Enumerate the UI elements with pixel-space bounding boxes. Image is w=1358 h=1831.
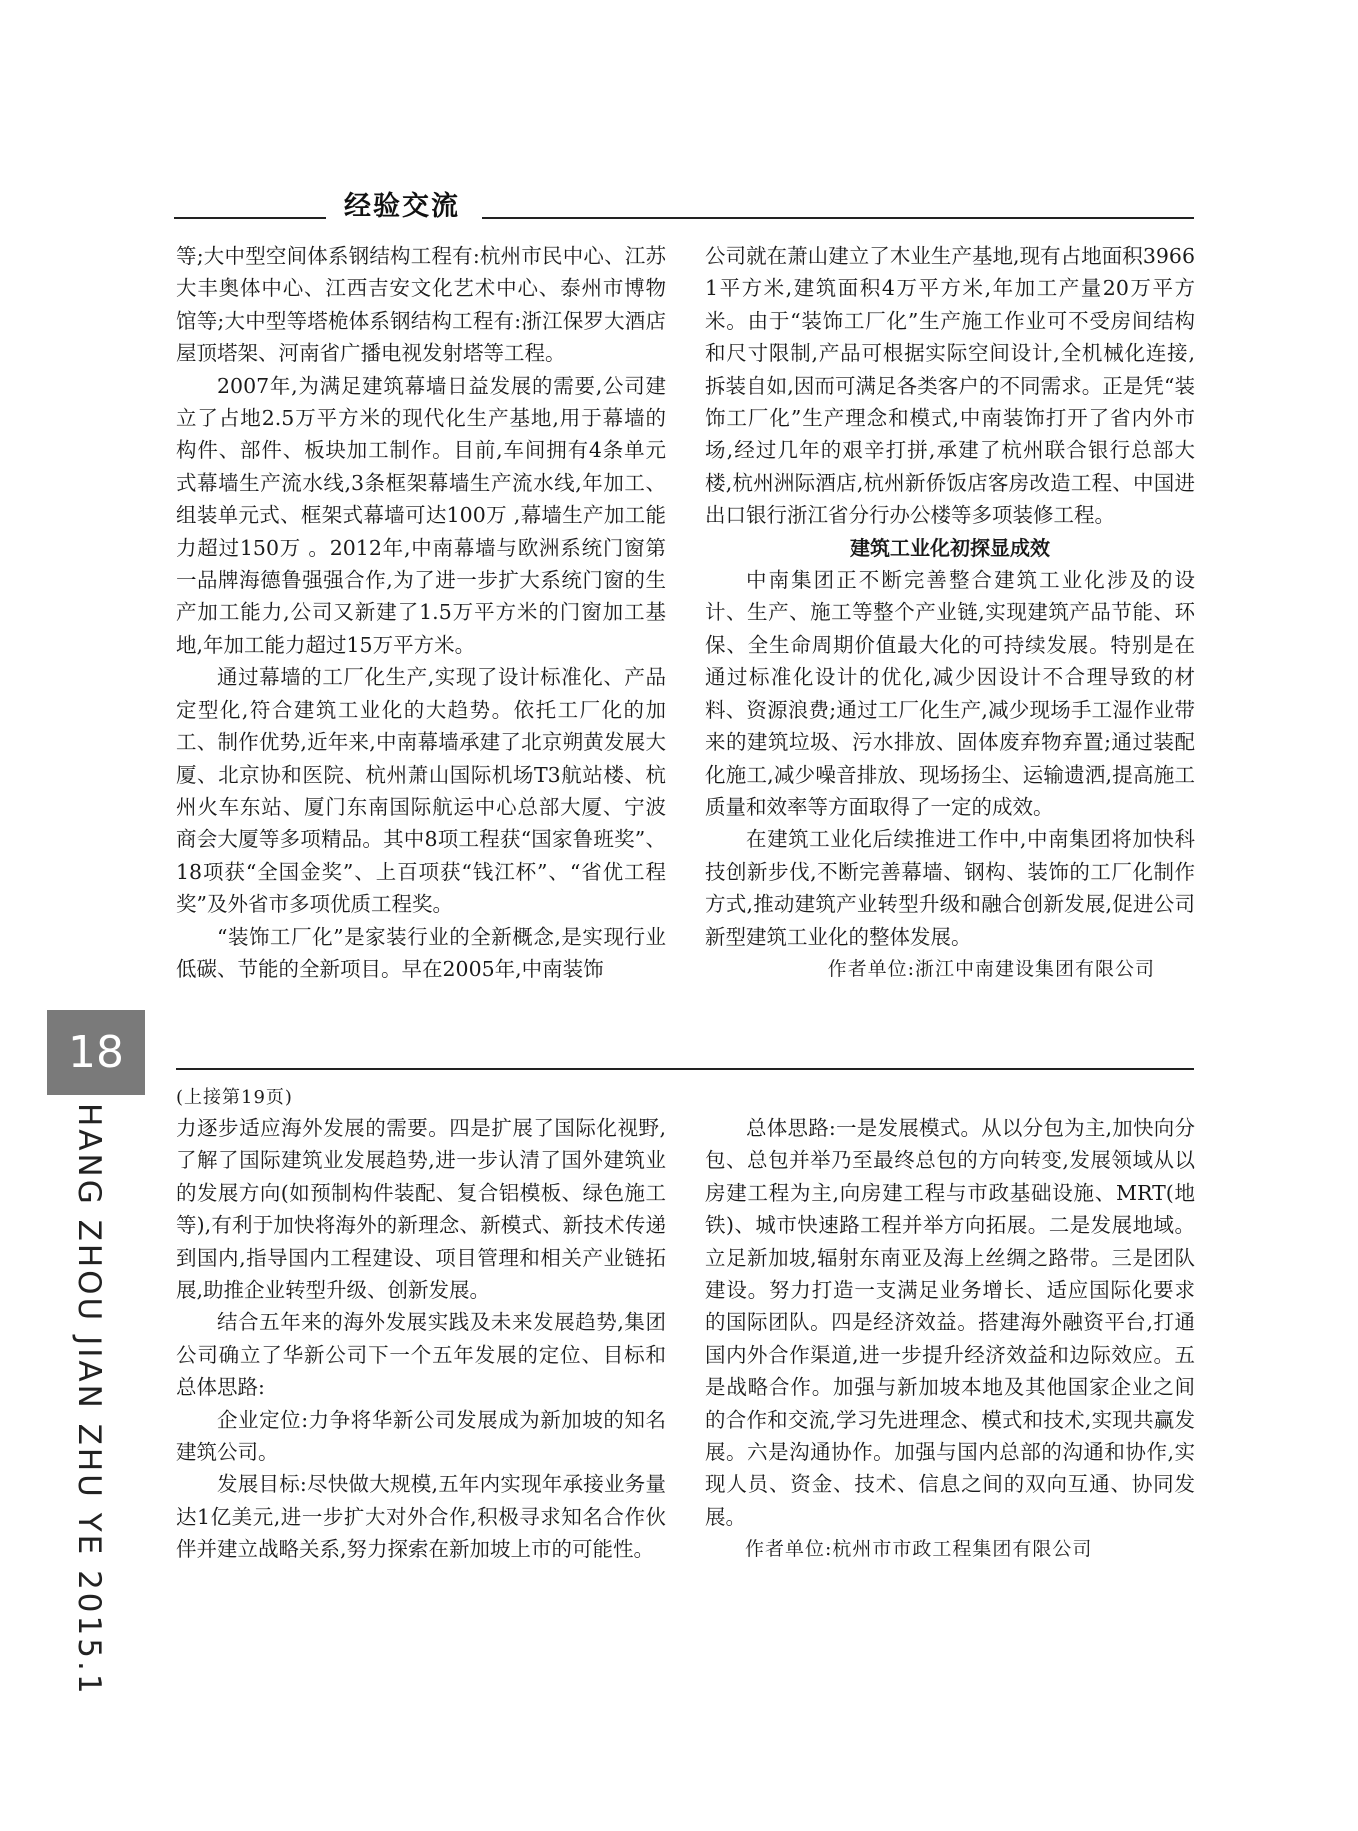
paragraph: “装饰工厂化”是家装行业的全新概念,是实现行业低碳、节能的全新项目。早在2005年,中南装饰 — [176, 924, 666, 981]
subheading: 建筑工业化初探显成效 — [850, 535, 1050, 560]
author-affiliation: 作者单位:杭州市市政工程集团有限公司 — [745, 1538, 1093, 1561]
paragraph: 2007年,为满足建筑幕墙日益发展的需要,公司建立了占地2.5万平方米的现代化生产基地,用于幕墙的构件、部件、板块加工制作。目前,车间拥有4条单元式幕墙生产流水线,3条框架幕墙生产流水线,年加工、组装单元式、框架式幕墙可达100万 ,幕墙生产加工能力超过150万 。2012年,中南幕墙与欧洲系统门窗第一品牌海德鲁强强合作,为了进一步扩大系统门窗的生产加工能力,公司又新建了1.5万平方米的门窗加工基地,年加工能力超过15万平方米。 — [176, 373, 666, 657]
author-affiliation: 作者单位:浙江中南建设集团有限公司 — [827, 957, 1155, 980]
article1-right-column — [705, 240, 1195, 985]
paragraph: 发展目标:尽快做大规模,五年内实现年承接业务量达1亿美元,进一步扩大对外合作,积极寻求知名合作伙伴并建立战略关系,努力探索在新加坡上市的可能性。 — [176, 1472, 666, 1562]
paragraph: 总体思路:一是发展模式。从以分包为主,加快向分包、总包并举乃至最终总包的方向转变,发展领域从以房建工程为主,向房建工程与市政基础设施、MRT(地铁)、城市快速路工程并举方向拓展。二是发展地域。立足新加坡,辐射东南亚及海上丝绸之路带。三是团队建设。努力打造一支满足业务增长、适应国际化要求的国际团队。四是经济效益。搭建海外融资平台,打通国内外合作渠道,进一步提升经济效益和边际效应。五是战略合作。加强与新加坡本地及其他国家企业之间的合作和交流,学习先进理念、模式和技术,实现共赢发展。六是沟通协作。加强与国内总部的沟通和协作,实现人员、资金、技术、信息之间的双向互通、协同发展。 — [705, 1116, 1195, 1529]
article1-left-column — [176, 240, 666, 985]
article2-right-column — [705, 1112, 1195, 1566]
page-number: 18 — [47, 1010, 145, 1095]
paragraph: 结合五年来的海外发展实践及未来发展趋势,集团公司确立了华新公司下一个五年发展的定位、目标和总体思路: — [176, 1310, 666, 1400]
article-divider — [176, 1068, 1194, 1070]
journal-name-vertical: HANG ZHOU JIAN ZHU YE 2015.1 — [71, 1103, 107, 1697]
continued-from-label: (上接第19页) — [176, 1087, 293, 1108]
paragraph: 通过幕墙的工厂化生产,实现了设计标准化、产品定型化,符合建筑工业化的大趋势。依托工厂化的加工、制作优势,近年来,中南幕墙承建了北京朔黄发展大厦、北京协和医院、杭州萧山国际机场T3航站楼、杭州火车东站、厦门东南国际航运中心总部大厦、宁波商会大厦等多项精品。其中8项工程获“国家鲁班奖”、18项获“全国金奖”、上百项获“钱江杯”、“省优工程奖”及外省市多项优质工程奖。 — [176, 665, 666, 917]
section-title: 经验交流 — [344, 191, 460, 222]
paragraph: 公司就在萧山建立了木业生产基地,现有占地面积39661平方米,建筑面积4万平方米,年加工产量20万平方米。由于“装饰工厂化”生产施工作业可不受房间结构和尺寸限制,产品可根据实际空间设计,全机械化连接,拆装自如,因而可满足各类客户的不同需求。正是凭“装饰工厂化”生产理念和模式,中南装饰打开了省内外市场,经过几年的艰辛打拼,承建了杭州联合银行总部大楼,杭州洲际酒店,杭州新侨饭店客房改造工程、中国进出口银行浙江省分行办公楼等多项装修工程。 — [705, 244, 1195, 528]
paragraph: 中南集团正不断完善整合建筑工业化涉及的设计、生产、施工等整个产业链,实现建筑产品节能、环保、全生命周期价值最大化的可持续发展。特别是在通过标准化设计的优化,减少因设计不合理导致的材料、资源浪费;通过工厂化生产,减少现场手工湿作业带来的建筑垃圾、污水排放、固体废弃物弃置;通过装配化施工,减少噪音排放、现场扬尘、运输遗洒,提高施工质量和效率等方面取得了一定的成效。 — [705, 568, 1195, 819]
article2-left-column — [176, 1112, 666, 1566]
paragraph: 企业定位:力争将华新公司发展成为新加坡的知名建筑公司。 — [176, 1407, 666, 1465]
paragraph: 等;大中型空间体系钢结构工程有:杭州市民中心、江苏大丰奥体中心、江西吉安文化艺术中心、泰州市博物馆等;大中型等塔桅体系钢结构工程有:浙江保罗大酒店屋顶塔架、河南省广播电视发射塔等工程。 — [176, 244, 666, 366]
paragraph: 力逐步适应海外发展的需要。四是扩展了国际化视野,了解了国际建筑业发展趋势,进一步认清了国外建筑业的发展方向(如预制构件装配、复合铝模板、绿色施工等),有利于加快将海外的新理念、新模式、新技术传递到国内,指导国内工程建设、项目管理和相关产业链拓展,助推企业转型升级、创新发展。 — [176, 1116, 666, 1303]
header-rule-right — [482, 217, 1194, 219]
header-rule-left — [174, 217, 326, 219]
paragraph: 在建筑工业化后续推进工作中,中南集团将加快科技创新步伐,不断完善幕墙、钢构、装饰的工厂化制作方式,推动建筑产业转型升级和融合创新发展,促进公司新型建筑工业化的整体发展。 — [705, 827, 1195, 949]
